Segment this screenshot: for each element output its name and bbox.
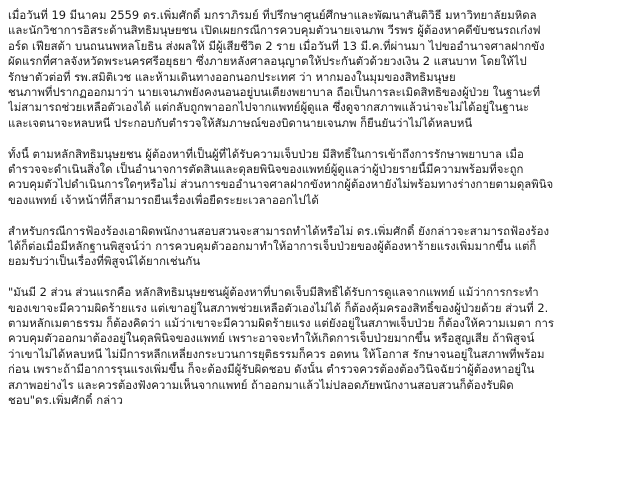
paragraph-spacer xyxy=(8,131,630,146)
paragraph-line: และนักวิชาการอิสระด้านสิทธิมนุษยชน เปิดเผยกรณีการควบคุมตัวนายเจนภพ วีรพร ผู้ต้องหาคดีขับชนรถเก๋งฟ xyxy=(8,23,541,38)
paragraph-line: "มันมี 2 ส่วน ส่วนแรกคือ หลักสิทธิมนุษยชนผู้ต้องหาที่บาดเจ็บมีสิทธิ์ได้รับการดูแลจากแพทย์ แม้ว่าการกระทำ xyxy=(8,285,539,300)
paragraph-line: สำหรับกรณีการฟ้องร้องเอาผิดพนักงานสอบสวนจะสามารถทำได้หรือไม่ ดร.เพิ่มศักดิ์ ยังกล่าวจะสามารถฟ้องร้อง xyxy=(8,223,550,238)
paragraph-line: ได้ก็ต่อเมื่อมีหลักฐานพิสูจน์ว่า การควบคุมตัวออกมาทำให้อาการเจ็บป่วยของผู้ต้องหาร้ายแรงเพิ่มมากขึ้น แต่ก็ xyxy=(8,239,537,254)
paragraph-line: ทั้งนี้ ตามหลักสิทธิมนุษยชน ผู้ต้องหาที่เป็นผู้ที่ได้รับความเจ็บป่วย มีสิทธิ์ในการเข้าถึงการรักษาพยาบาล เมื่อ xyxy=(8,146,524,161)
paragraph-line: ชนภาพที่ปรากฏออกมาว่า นายเจนภพยังคงนอนอยู่บนเตียงพยาบาล ถือเป็นการละเมิดสิทธิของผู้ป่วย ในฐานะที่ xyxy=(8,85,541,100)
paragraph-2 xyxy=(8,147,630,209)
paragraph-line: เมื่อวันที่ 19 มีนาคม 2559 ดร.เพิ่มศักดิ์ มกราภิรมย์ ที่ปรึกษาศูนย์ศึกษาและพัฒนาสันติวิธี มหาวิทยาลัยมหิดล xyxy=(8,8,537,22)
paragraph-spacer xyxy=(8,270,630,285)
paragraph-line: ไม่สามารถช่วยเหลือตัวเองได้ แต่กลับถูกพาออกไปจากแพทย์ผู้ดูแล ซึ่งดูจากสภาพแล้วน่าจะไม่ได้อยู่ในฐานะ xyxy=(8,100,529,115)
paragraph-line: ผัดแรกที่ศาลจังหวัดพระนครศรีอยุธยา ซึ่งภายหลังศาลอนุญาตให้ประกันตัวด้วยวงเงิน 2 แสนบาท โดยให้ไป xyxy=(8,54,527,69)
paragraph-spacer xyxy=(8,208,630,223)
paragraph-1 xyxy=(8,8,630,131)
paragraph-line: ควบคุมตัวออกมาต้องอยู่ในดุลพินิจของแพทย์ เพราะอาจจะทำให้เกิดการเจ็บป่วยมากขึ้น หรือสูญเสีย ถ้าพิสูจน์ xyxy=(8,331,535,346)
paragraph-line: สภาพอย่างไร และควรต้องฟังความเห็นจากแพทย์ ถ้าออกมาแล้วไม่ปลอดภัยพนักงานสอบสวนก็ต้องรับผิด xyxy=(8,377,514,392)
paragraph-line: อร์ด เฟียสต้า บนถนนพหลโยธิน ส่งผลให้ มีผู้เสียชีวิต 2 ราย เมื่อวันที่ 13 มี.ค.ที่ผ่านมา ไปขออำนาจศาลฝากขัง xyxy=(8,38,545,53)
paragraph-line: และเจตนาจะหลบหนี ประกอบกับตำรวจให้สัมภาษณ์ของบิดานายเจนภพ ก็ยืนยันว่าไม่ได้หลบหนี xyxy=(8,115,473,130)
paragraph-line: ตามหลักเมตาธรรม ก็ต้องคิดว่า แม้ว่าเขาจะมีความผิดร้ายแรง แต่ยังอยู่ในสภาพเจ็บป่วย ก็ต้องให้ความเมตา การ xyxy=(8,316,555,331)
paragraph-line: ยอมรับว่าเป็นเรื่องที่พิสูจน์ได้ยากเช่นกัน xyxy=(8,254,201,269)
paragraph-4 xyxy=(8,285,630,408)
paragraph-line: ว่าเขาไม่ได้หลบหนี ไม่มีการหลีกเหลี่ยงกระบวนการยุติธรรมก็ควร อดทน ให้โอกาส รักษาจนอยู่ในสภาพที่พร้อม xyxy=(8,346,545,361)
paragraph-line: ควบคุมตัวไปดำเนินการใดๆหรือไม่ ส่วนการขออำนาจศาลฝากขังหากผู้ต้องหายังไม่พร้อมทางร่างกายตามดุลพินิจ xyxy=(8,177,554,192)
paragraph-line: ตำรวจจะดำเนินสิ่งใด เป็นอำนาจการตัดสินและดุลยพินิจของแพทย์ผู้ดูแลว่าผู้ป่วยรายนี้มีความพร้อมที่จะถูก xyxy=(8,162,524,177)
paragraph-3 xyxy=(8,224,630,270)
paragraph-line: ของเขาจะมีความผิดร้ายแรง แต่เขาอยู่ในสภาพช่วยเหลือตัวเองไม่ได้ ก็ต้องคุ้มครองสิทธิ์ของผู้ป่วยด้วย ส่วนที่ 2. xyxy=(8,300,549,315)
paragraph-line: รักษาตัวต่อที่ รพ.สมิติเวช และห้ามเดินทางออกนอกประเทศ ว่า หากมองในมุมของสิทธิมนุษย xyxy=(8,69,456,84)
paragraph-line: ก่อน เพราะถ้ามีอาการรุนแรงเพิ่มขึ้น ก็จะต้องมีผู้รับผิดชอบ ดังนั้น ตำรวจควรต้องต้องวินิจฉัยว่าผู้ต้องหาอยู่ใน xyxy=(8,362,535,377)
paragraph-line: ของแพทย์ เจ้าหน้าที่ก็สามารถยืนเรื่องเพื่อยืดระยะเวลาออกไปได้ xyxy=(8,192,319,207)
paragraph-line: ชอบ"ดร.เพิ่มศักดิ์ กล่าว xyxy=(8,393,123,408)
